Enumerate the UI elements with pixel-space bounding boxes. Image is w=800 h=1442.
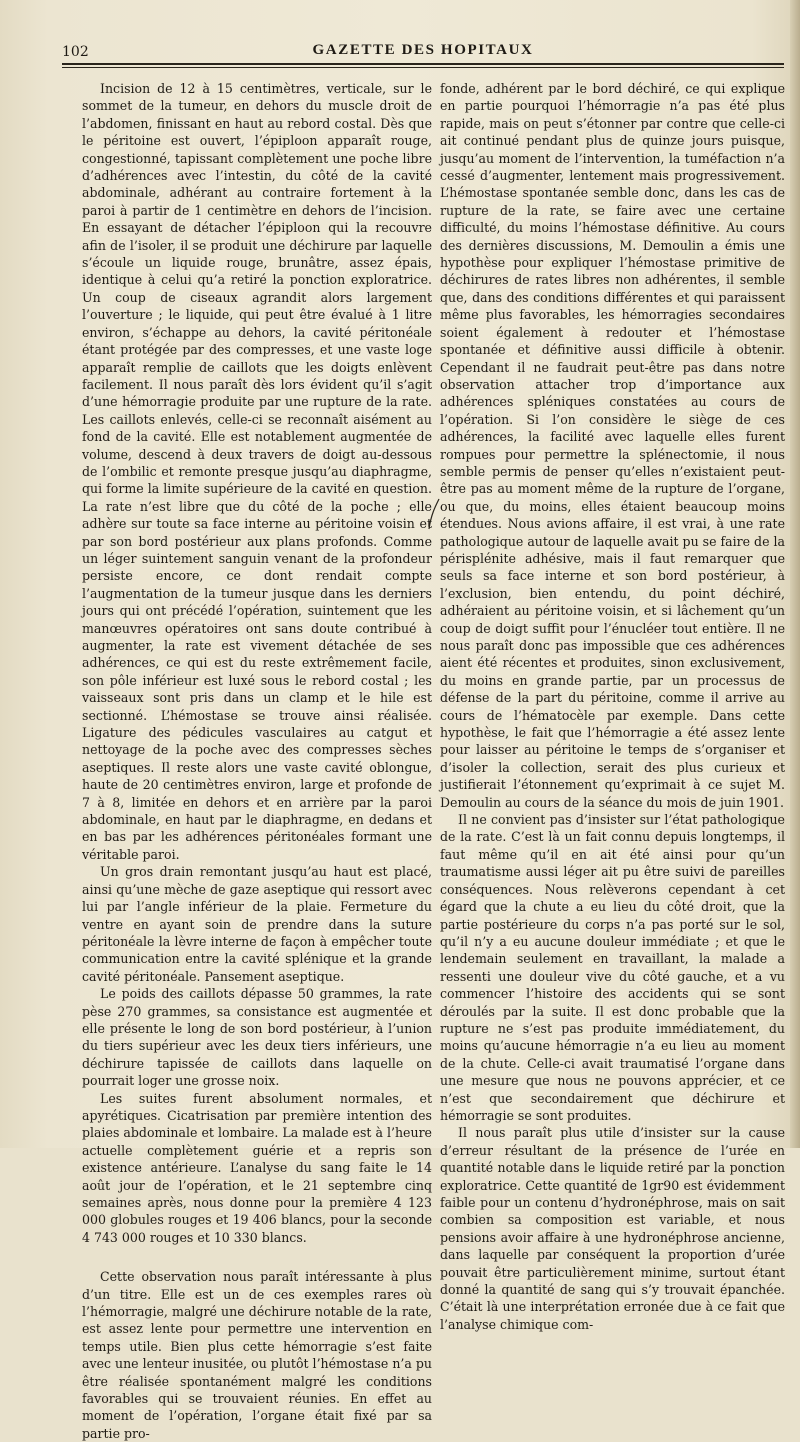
page-number: 102 <box>62 44 89 60</box>
header-rule-thin <box>62 67 784 68</box>
header-rule-thick <box>62 63 784 65</box>
paragraph: Le poids des caillots dépasse 50 grammes, la rate pèse 270 grammes, sa consistance est augmentée et elle présente le long de son bord postérieur, à l’union du tiers supérieur avec les deux tiers inférieurs, une déchirure tapissée de caillots dans laquelle on pourrait loger une grosse noix. <box>82 986 432 1089</box>
page-edge <box>790 0 800 1148</box>
section-gap <box>82 1246 432 1268</box>
left-column <box>82 80 432 1442</box>
paragraph: fonde, adhérent par le bord déchiré, ce qui explique en partie pourquoi l’hémorragie n’a pas été plus rapide, mais on peut s’étonner par contre que celle-ci ait continué pendant plus de quinze jours puisque, jusqu’au moment de l’intervention, la tuméfaction n’a cessé d’augmenter, lentement mais progressivement. L’hémostase spontanée semble donc, dans les cas de rupture de la rate, se faire avec une certaine difficulté, du moins l’hémostase définitive. Au cours des dernières discussions, M. Demoulin a émis une hypothèse pour expliquer l’hémostase primitive de déchirures de rates libres non adhérentes, il semble que, dans des conditions différentes et qui paraissent même plus favorables, les hémorragies secondaires soient également à redouter et l’hémostase spontanée et définitive aussi difficile à obtenir. Cependant il ne faudrait peut-être pas dans notre observation attacher trop d’importance aux adhérences spléniques constatées au cours de l’opération. Si l’on considère le siège de ces adhérences, la facilité avec laquelle elles furent rompues pour permettre la splénectomie, il nous semble permis de penser qu’elles n’existaient peut-être pas au moment même de la rupture de l’organe, ou que, du moins, elles étaient beaucoup moins étendues. Nous avions affaire, il est vrai, à une rate pathologique autour de laquelle avait pu se faire de la périsplénite adhésive, mais il faut remarquer que seuls sa face interne et son bord postérieur, à l’exclusion, bien entendu, du point déchiré, adhéraient au péritoine voisin, et si lâchement qu’un coup de doigt suffit pour l’énucléer tout entière. Il ne nous paraît donc pas impossible que ces adhérences aient été récentes et produites, sinon exclusivement, du moins en grande partie, par un processus de défense de la part du péritoine, comme il arrive au cours de l’hématocèle par exemple. Dans cette hypothèse, le fait que l’hémorragie a été assez lente pour laisser au péritoine le temps de s’organiser et d’isoler la collection, serait des plus curieux et justifierait l’étonnement qu’exprimait à ce sujet M. Demoulin au cours de la séance du mois de juin 1901. <box>440 81 785 810</box>
right-column <box>440 80 785 1333</box>
paragraph: Il ne convient pas d’insister sur l’état pathologique de la rate. C’est là un fait connu depuis longtemps, il faut même qu’il en ait été ainsi pour qu’un traumatisme aussi léger ait pu être suivi de pareilles conséquences. Nous relèverons cependant à cet égard que la chute a eu lieu du côté droit, que la partie postérieure du corps n’a pas porté sur le sol, qu’il n’y a eu aucune douleur immédiate ; et que le lendemain seulement en travaillant, la malade a ressenti une douleur vive du côté gauche, et a vu commencer l’histoire des accidents qui se sont déroulés par la suite. Il est donc probable que la rupture ne s’est pas produite immédiatement, du moins qu’aucune hémorragie n’a eu lieu au moment de la chute. Celle-ci avait traumatisé l’organe dans une mesure que nous ne pouvons apprécier, et ce n’est que secondairement que déchirure et hémorragie se sont produites. <box>440 812 785 1123</box>
paragraph: Il nous paraît plus utile d’insister sur la cause d’erreur résultant de la présence de l’urée en quantité notable dans le liquide retiré par la ponction exploratrice. Cette quantité de 1gr90 est évidemment faible pour un contenu d’hydronéphrose, mais on sait combien sa composition est variable, et nous pensions avoir affaire à une hydronéphrose ancienne, dans laquelle par conséquent la proportion d’urée pouvait être particulièrement minime, surtout étant donné la quantité de sang qui s’y trouvait épanchée. C’était là une interprétation erronée due à ce fait que l’analyse chimique com- <box>440 1125 785 1332</box>
paragraph: Un gros drain remontant jusqu’au haut est placé, ainsi qu’une mèche de gaze aseptique qui ressort avec lui par l’angle inférieur de la plaie. Fermeture du ventre en ayant soin de prendre dans la suture péritonéale la lèvre interne de façon à empêcher toute communication entre la cavité splénique et la grande cavité péritonéale. Pansement aseptique. <box>82 864 432 984</box>
paragraph: Incision de 12 à 15 centimètres, verticale, sur le sommet de la tumeur, en dehors du muscle droit de l’abdomen, finissant en haut au rebord costal. Dès que le péritoine est ouvert, l’épiploon apparaît rouge, congestionné, tapissant complètement une poche libre d’adhérences avec l’intestin, du côté de la cavité abdominale, adhérant au contraire fortement à la paroi à partir de 1 centimètre en dehors de l’incision. En essayant de détacher l’épiploon qui la recouvre afin de l’isoler, il se produit une déchirure par laquelle s’écoule un liquide rouge, brunâtre, assez épais, identique à celui qu’a retiré la ponction exploratrice. Un coup de ciseaux agrandit alors largement l’ouverture ; le liquide, qui peut être évalué à 1 litre environ, s’échappe au dehors, la cavité péritonéale étant protégée par des compresses, et une vaste loge apparaît remplie de caillots que les doigts enlèvent facilement. Il nous paraît dès lors évident qu’il s’agit d’une hémorragie produite par une rupture de la rate. Les caillots enlevés, celle-ci se reconnaît aisément au fond de la cavité. Elle est notablement augmentée de volume, descend à deux travers de doigt au-dessous de l’ombilic et remonte presque jusqu’au diaphragme, qui forme la limite supérieure de la cavité en question. La rate n’est libre que du côté de la poche ; elle adhère sur toute sa face interne au péritoine voisin et par son bord postérieur aux plans profonds. Comme un léger suintement sanguin venant de la profondeur persiste encore, ce dont rendait compte l’augmentation de la tumeur jusque dans les derniers jours qui ont précédé l’opération, suintement que les manœuvres opératoires ont sans doute contribué à augmenter, la rate est vivement détachée de ses adhérences, ce qui est du reste extrêmement facile, son pôle inférieur est luxé sous le rebord costal ; les vaisseaux sont pris dans un clamp et le hile est sectionné. L’hémostase se trouve ainsi réalisée. Ligature des pédicules vasculaires au catgut et nettoyage de la poche avec des compresses sèches aseptiques. Il reste alors une vaste cavité oblongue, haute de 20 centimètres environ, large et profonde de 7 à 8, limitée en dehors et en arrière par la paroi abdominale, en haut par le diaphragme, en dedans et en bas par les adhérences péritonéales formant une véritable paroi. <box>82 81 432 862</box>
paragraph: Les suites furent absolument normales, et apyrétiques. Cicatrisation par première intention des plaies abdominale et lombaire. La malade est à l’heure actuelle complètement guérie et a repris son existence antérieure. L’analyse du sang faite le 14 août jour de l’opération, et le 21 septembre cinq semaines après, nous donne pour la première 4 123 000 globules rouges et 19 406 blancs, pour la seconde 4 743 000 rouges et 10 330 blancs. <box>82 1090 432 1245</box>
paragraph: Cette observation nous paraît intéressante à plus d’un titre. Elle est un de ces exemples rares où l’hémorragie, malgré une déchirure notable de la rate, est assez lente pour permettre une intervention en temps utile. Bien plus cette hémorragie s’est faite avec une lenteur inusitée, ou plutôt l’hémostase n’a pu être réalisée spontanément malgré les conditions favorables qui se trouvaient réunies. En effet au moment de l’opération, l’organe était fixé par sa partie pro- <box>82 1269 432 1441</box>
running-title: GAZETTE DES HOPITAUX <box>312 42 534 58</box>
page-header <box>62 40 784 62</box>
